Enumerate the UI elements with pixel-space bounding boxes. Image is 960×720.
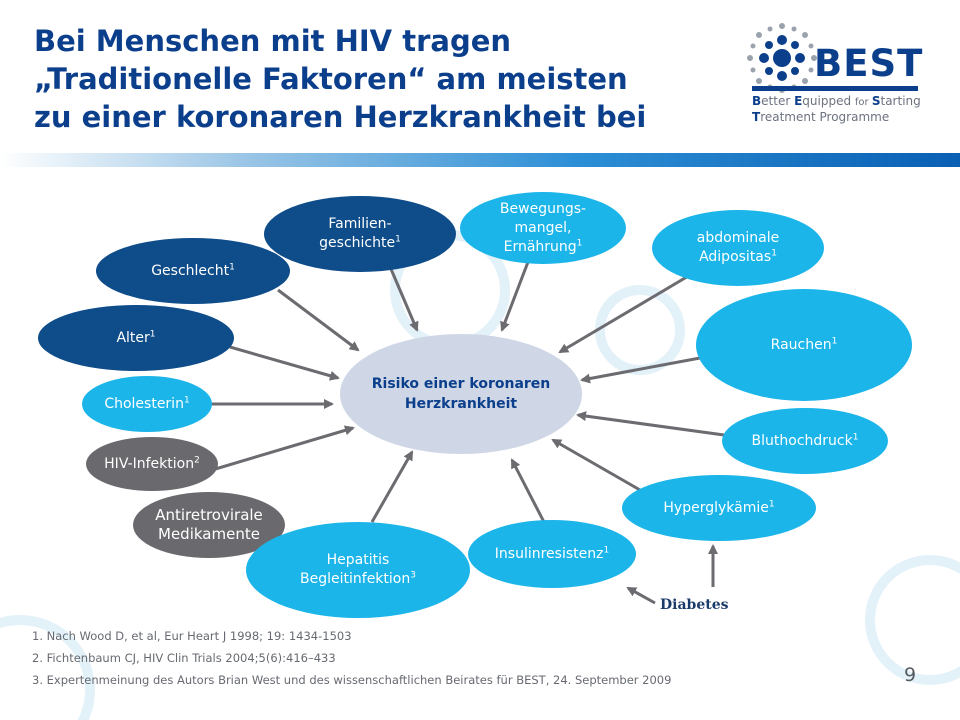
node-hiv-infektion: HIV-Infektion$^2$ bbox=[86, 437, 218, 491]
node-geschlecht: Geschlecht$^1$ bbox=[96, 238, 290, 304]
arrow-hyperglykaemie bbox=[553, 440, 640, 490]
title-line-3: zu einer koronaren Herzkrankheit bei bbox=[34, 100, 647, 134]
center-risk-node bbox=[340, 334, 582, 454]
node-rauchen: Rauchen$^1$ bbox=[696, 289, 912, 401]
node-antiretrovirale-medikamente: Antiretrovirale Medikamente bbox=[133, 492, 285, 558]
arrow-hiv bbox=[212, 428, 353, 470]
diabetes-label: Diabetes bbox=[660, 597, 729, 613]
logo-underline bbox=[752, 86, 918, 91]
arrow-geschlecht bbox=[278, 290, 358, 350]
node-familiengeschichte: Familien- geschichte$^1$ bbox=[264, 196, 456, 272]
title-line-1: Bei Menschen mit HIV tragen bbox=[34, 24, 512, 58]
node-hepatitis-begleitinfektion: Hepatitis Begleitinfektion$^3$ bbox=[246, 522, 470, 618]
references bbox=[32, 625, 671, 691]
center-line-1: Risiko einer koronaren bbox=[371, 376, 551, 392]
node-insulinresistenz: Insulinresistenz$^1$ bbox=[468, 520, 636, 588]
reference-3: 3. Expertenmeinung des Autors Brian West und des wissenschaftlichen Beirates für BEST, 24. September 2009 bbox=[32, 673, 672, 687]
node-alter: Alter$^1$ bbox=[38, 305, 234, 371]
node-cholesterin: Cholesterin$^1$ bbox=[82, 376, 212, 432]
node-bewegungsmangel: Bewegungs- mangel, Ernährung$^1$ bbox=[460, 192, 626, 264]
header-band bbox=[0, 153, 960, 167]
logo-wordmark: BEST bbox=[814, 42, 924, 85]
page-title bbox=[34, 22, 734, 136]
arrow-insulin bbox=[512, 460, 545, 524]
page-number: 9 bbox=[904, 664, 917, 686]
reference-1: 1. Nach Wood D, et al, Eur Heart J 1998; 19: 1434-1503 bbox=[32, 629, 352, 643]
title-line-2: „Traditionelle Faktoren“ am meisten bbox=[34, 62, 628, 96]
arrow-hepatitis bbox=[372, 452, 412, 522]
reference-2: 2. Fichtenbaum CJ, HIV Clin Trials 2004;5(6):416–433 bbox=[32, 651, 336, 665]
arrow-bluthochdruck bbox=[578, 415, 724, 435]
node-abdominale-adipositas: abdominale Adipositas$^1$ bbox=[652, 210, 824, 286]
arrow-diabetes-insulin bbox=[628, 588, 655, 603]
node-bluthochdruck: Bluthochdruck$^1$ bbox=[722, 408, 888, 474]
arrow-adipositas bbox=[560, 275, 690, 352]
arrow-rauchen bbox=[582, 358, 700, 380]
logo-tagline: Better Equipped for Starting Treatment Programme bbox=[752, 94, 921, 124]
arrow-alter bbox=[230, 347, 338, 378]
node-hyperglykaemie: Hyperglykämie$^1$ bbox=[622, 475, 816, 541]
center-line-2: Herzkrankheit bbox=[404, 396, 518, 412]
